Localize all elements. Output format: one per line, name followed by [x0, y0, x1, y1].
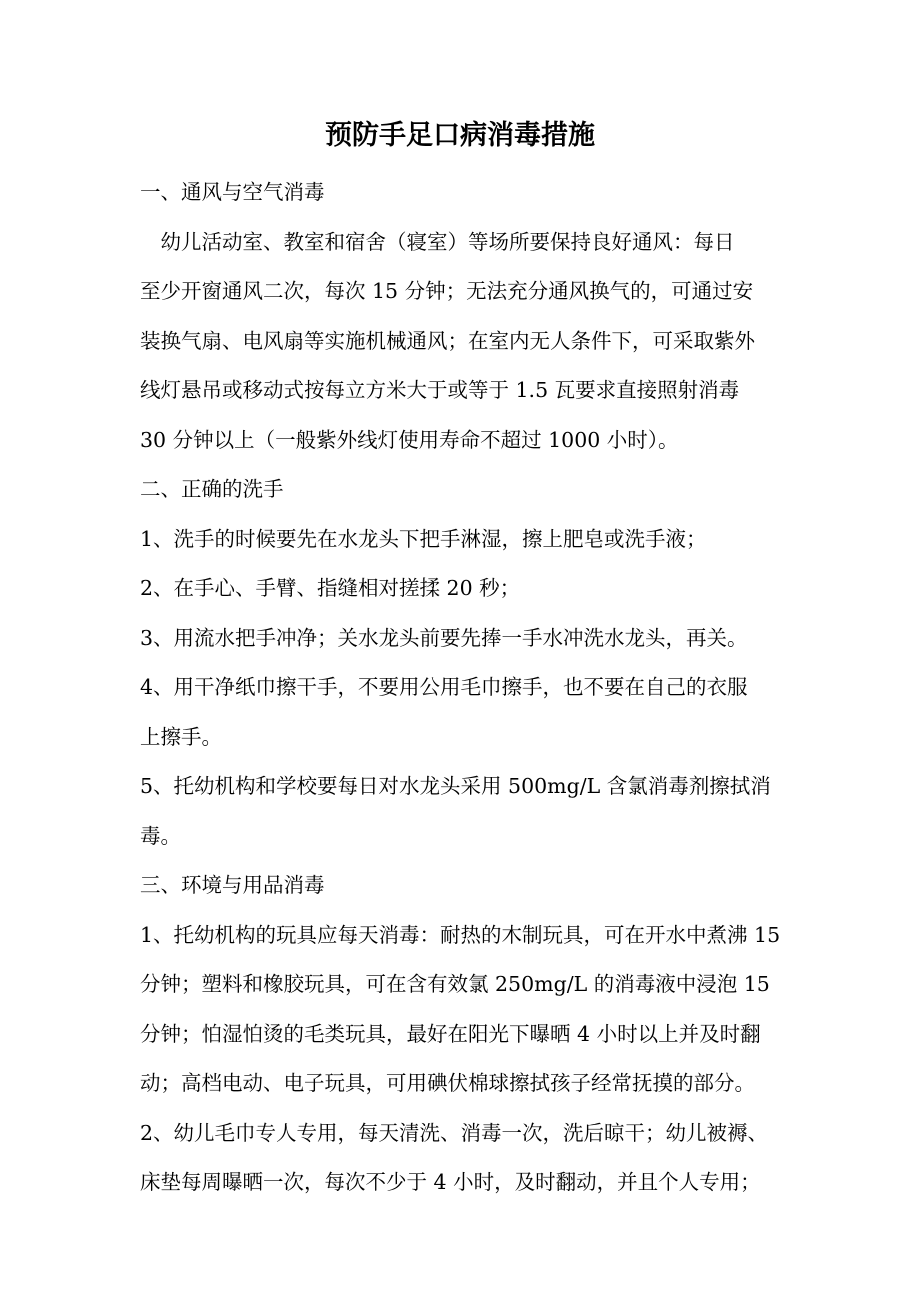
list-item-line: 分钟；怕湿怕烫的毛类玩具，最好在阳光下曝晒 4 小时以上并及时翻: [140, 1021, 761, 1046]
list-item-line: 分钟；塑料和橡胶玩具，可在含有效氯 250mg/L 的消毒液中浸泡 15: [140, 972, 770, 996]
paragraph-line: 装换气扇、电风扇等实施机械通风；在室内无人条件下，可采取紫外: [140, 328, 755, 353]
list-item-line: 床垫每周曝晒一次，每次不少于 4 小时，及时翻动，并且个人专用；: [140, 1170, 761, 1194]
section-heading-handwashing: 二、正确的洗手: [140, 477, 284, 501]
paragraph-line: 线灯悬吊或移动式按每立方米大于或等于 1.5 瓦要求直接照射消毒: [140, 378, 740, 402]
list-item-line: 毒。: [140, 823, 181, 848]
paragraph-line: 30 分钟以上（一般紫外线灯使用寿命不超过 1000 小时）。: [140, 427, 679, 452]
list-item-line: 1、托幼机构的玩具应每天消毒：耐热的木制玩具，可在开水中煮沸 15: [140, 922, 781, 947]
paragraph-line: 幼儿活动室、教室和宿舍（寝室）等场所要保持良好通风：每日: [140, 229, 735, 254]
section-heading-environment: 三、环境与用品消毒: [140, 873, 325, 897]
list-item-line: 2、在手心、手臂、指缝相对搓揉 20 秒；: [140, 576, 521, 600]
paragraph-line: 至少开窗通风二次，每次 15 分钟；无法充分通风换气的，可通过安: [140, 279, 754, 303]
list-item-line: 上擦手。: [140, 724, 222, 749]
document-title: 预防手足口病消毒措施: [325, 120, 595, 151]
list-item-line: 3、用流水把手冲净；关水龙头前要先捧一手水冲洗水龙头，再关。: [140, 625, 748, 650]
list-item-line: 2、幼儿毛巾专人专用，每天清洗、消毒一次，洗后晾干；幼儿被褥、: [140, 1120, 769, 1145]
section-heading-ventilation: 一、通风与空气消毒: [140, 180, 325, 204]
list-item-line: 动；高档电动、电子玩具，可用碘伏棉球擦拭孩子经常抚摸的部分。: [140, 1071, 755, 1095]
list-item-line: 5、托幼机构和学校要每日对水龙头采用 500mg/L 含氯消毒剂擦拭消: [140, 774, 771, 798]
list-item-line: 4、用干净纸巾擦干手，不要用公用毛巾擦手，也不要在自己的衣服: [140, 675, 748, 699]
list-item-line: 1、洗手的时候要先在水龙头下把手淋湿，擦上肥皂或洗手液；: [140, 526, 707, 551]
document-body: [140, 168, 790, 1208]
